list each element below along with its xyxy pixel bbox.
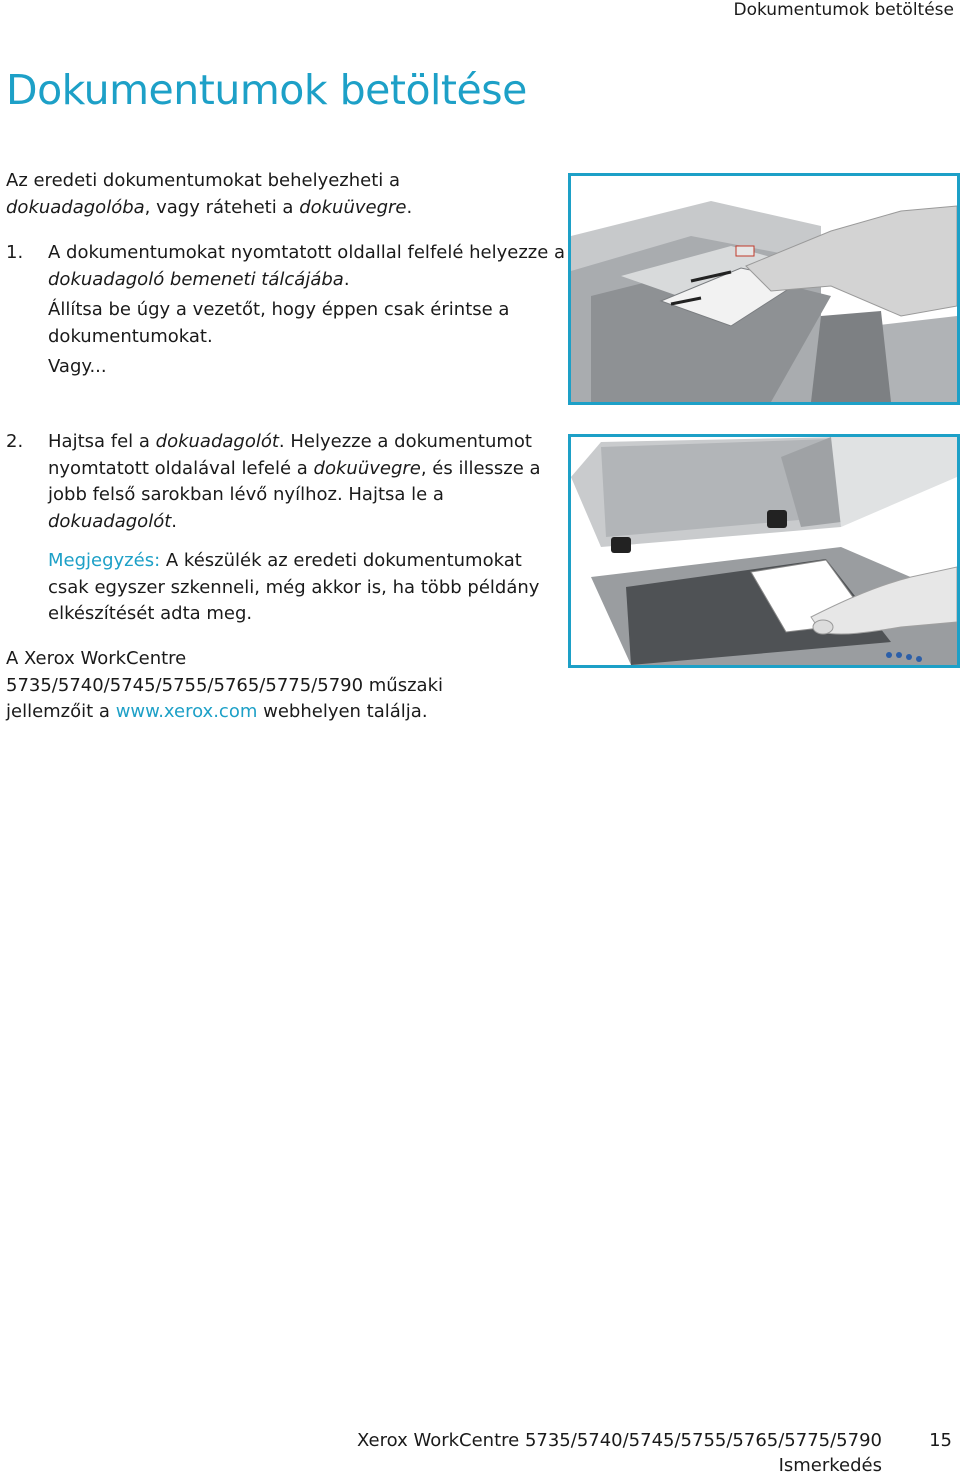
page-title: Dokumentumok betöltése	[6, 66, 527, 114]
step-2-text-2: . Helyezze a dokumentumot nyomtatott oldalával lefelé a	[48, 431, 532, 479]
step-2-term-feeder-2: dokuadagolót	[48, 510, 172, 532]
step-2-number: 2.	[6, 431, 24, 452]
specs-paragraph	[6, 646, 526, 726]
intro-term-feeder: dokuadagolóba	[6, 196, 145, 218]
step-1-guide-text: Állítsa be úgy a vezetőt, hogy éppen csak érintse a dokumentumokat.	[48, 299, 510, 347]
step-2-term-feeder: dokuadagolót	[155, 431, 279, 452]
note-label: Megjegyzés:	[48, 550, 161, 571]
feeder-illustration-graphic	[571, 176, 957, 402]
step-2-text-1: Hajtsa fel a	[48, 431, 156, 452]
xerox-website-link[interactable]: www.xerox.com	[115, 701, 258, 722]
step-1-or: Vagy...	[48, 356, 107, 377]
feeder-loading-illustration	[568, 173, 960, 405]
step-1-instruction	[48, 240, 566, 293]
footer-page-number: 15	[929, 1430, 952, 1451]
step-1-text-2: .	[343, 268, 350, 290]
footer-product-title: Xerox WorkCentre 5735/5740/5745/5755/5765/5775/5790	[357, 1430, 882, 1451]
step-2-text-3: , és illessze a jobb felső sarokban lévő nyílhoz. Hajtsa le a	[48, 457, 541, 505]
running-header: Dokumentumok betöltése	[733, 0, 954, 20]
glass-illustration-graphic	[571, 437, 957, 665]
footer-section-name: Ismerkedés	[778, 1455, 882, 1476]
specs-text-2: webhelyen találja.	[257, 701, 428, 722]
note-text: A készülék az eredeti dokumentumokat csak egyszer szkenneli, még akkor is, ha több példány elkészítését adta meg.	[48, 550, 540, 624]
intro-text-2: , vagy ráteheti a	[144, 196, 300, 218]
step-1-number: 1.	[6, 242, 24, 263]
step-1-term-tray: dokuadagoló bemeneti tálcájába	[48, 268, 344, 290]
intro-term-glass: dokuüvegre	[299, 196, 407, 218]
step-1-text-1: A dokumentumokat nyomtatott oldallal felfelé helyezze a	[48, 242, 566, 263]
glass-loading-illustration	[568, 434, 960, 668]
intro-text-3: .	[406, 196, 413, 218]
intro-text-1: Az eredeti dokumentumokat behelyezheti a	[6, 170, 401, 191]
note-paragraph	[48, 548, 568, 628]
step-2-text-4: .	[171, 510, 178, 532]
step-2-instruction	[48, 429, 566, 535]
specs-text-1: A Xerox WorkCentre 5735/5740/5745/5755/5765/5775/5790 műszaki jellemzőit a	[6, 648, 443, 722]
step-1	[6, 240, 566, 381]
step-2	[6, 429, 566, 535]
intro-paragraph	[6, 168, 476, 221]
step-2-term-glass: dokuüvegre	[313, 457, 421, 479]
